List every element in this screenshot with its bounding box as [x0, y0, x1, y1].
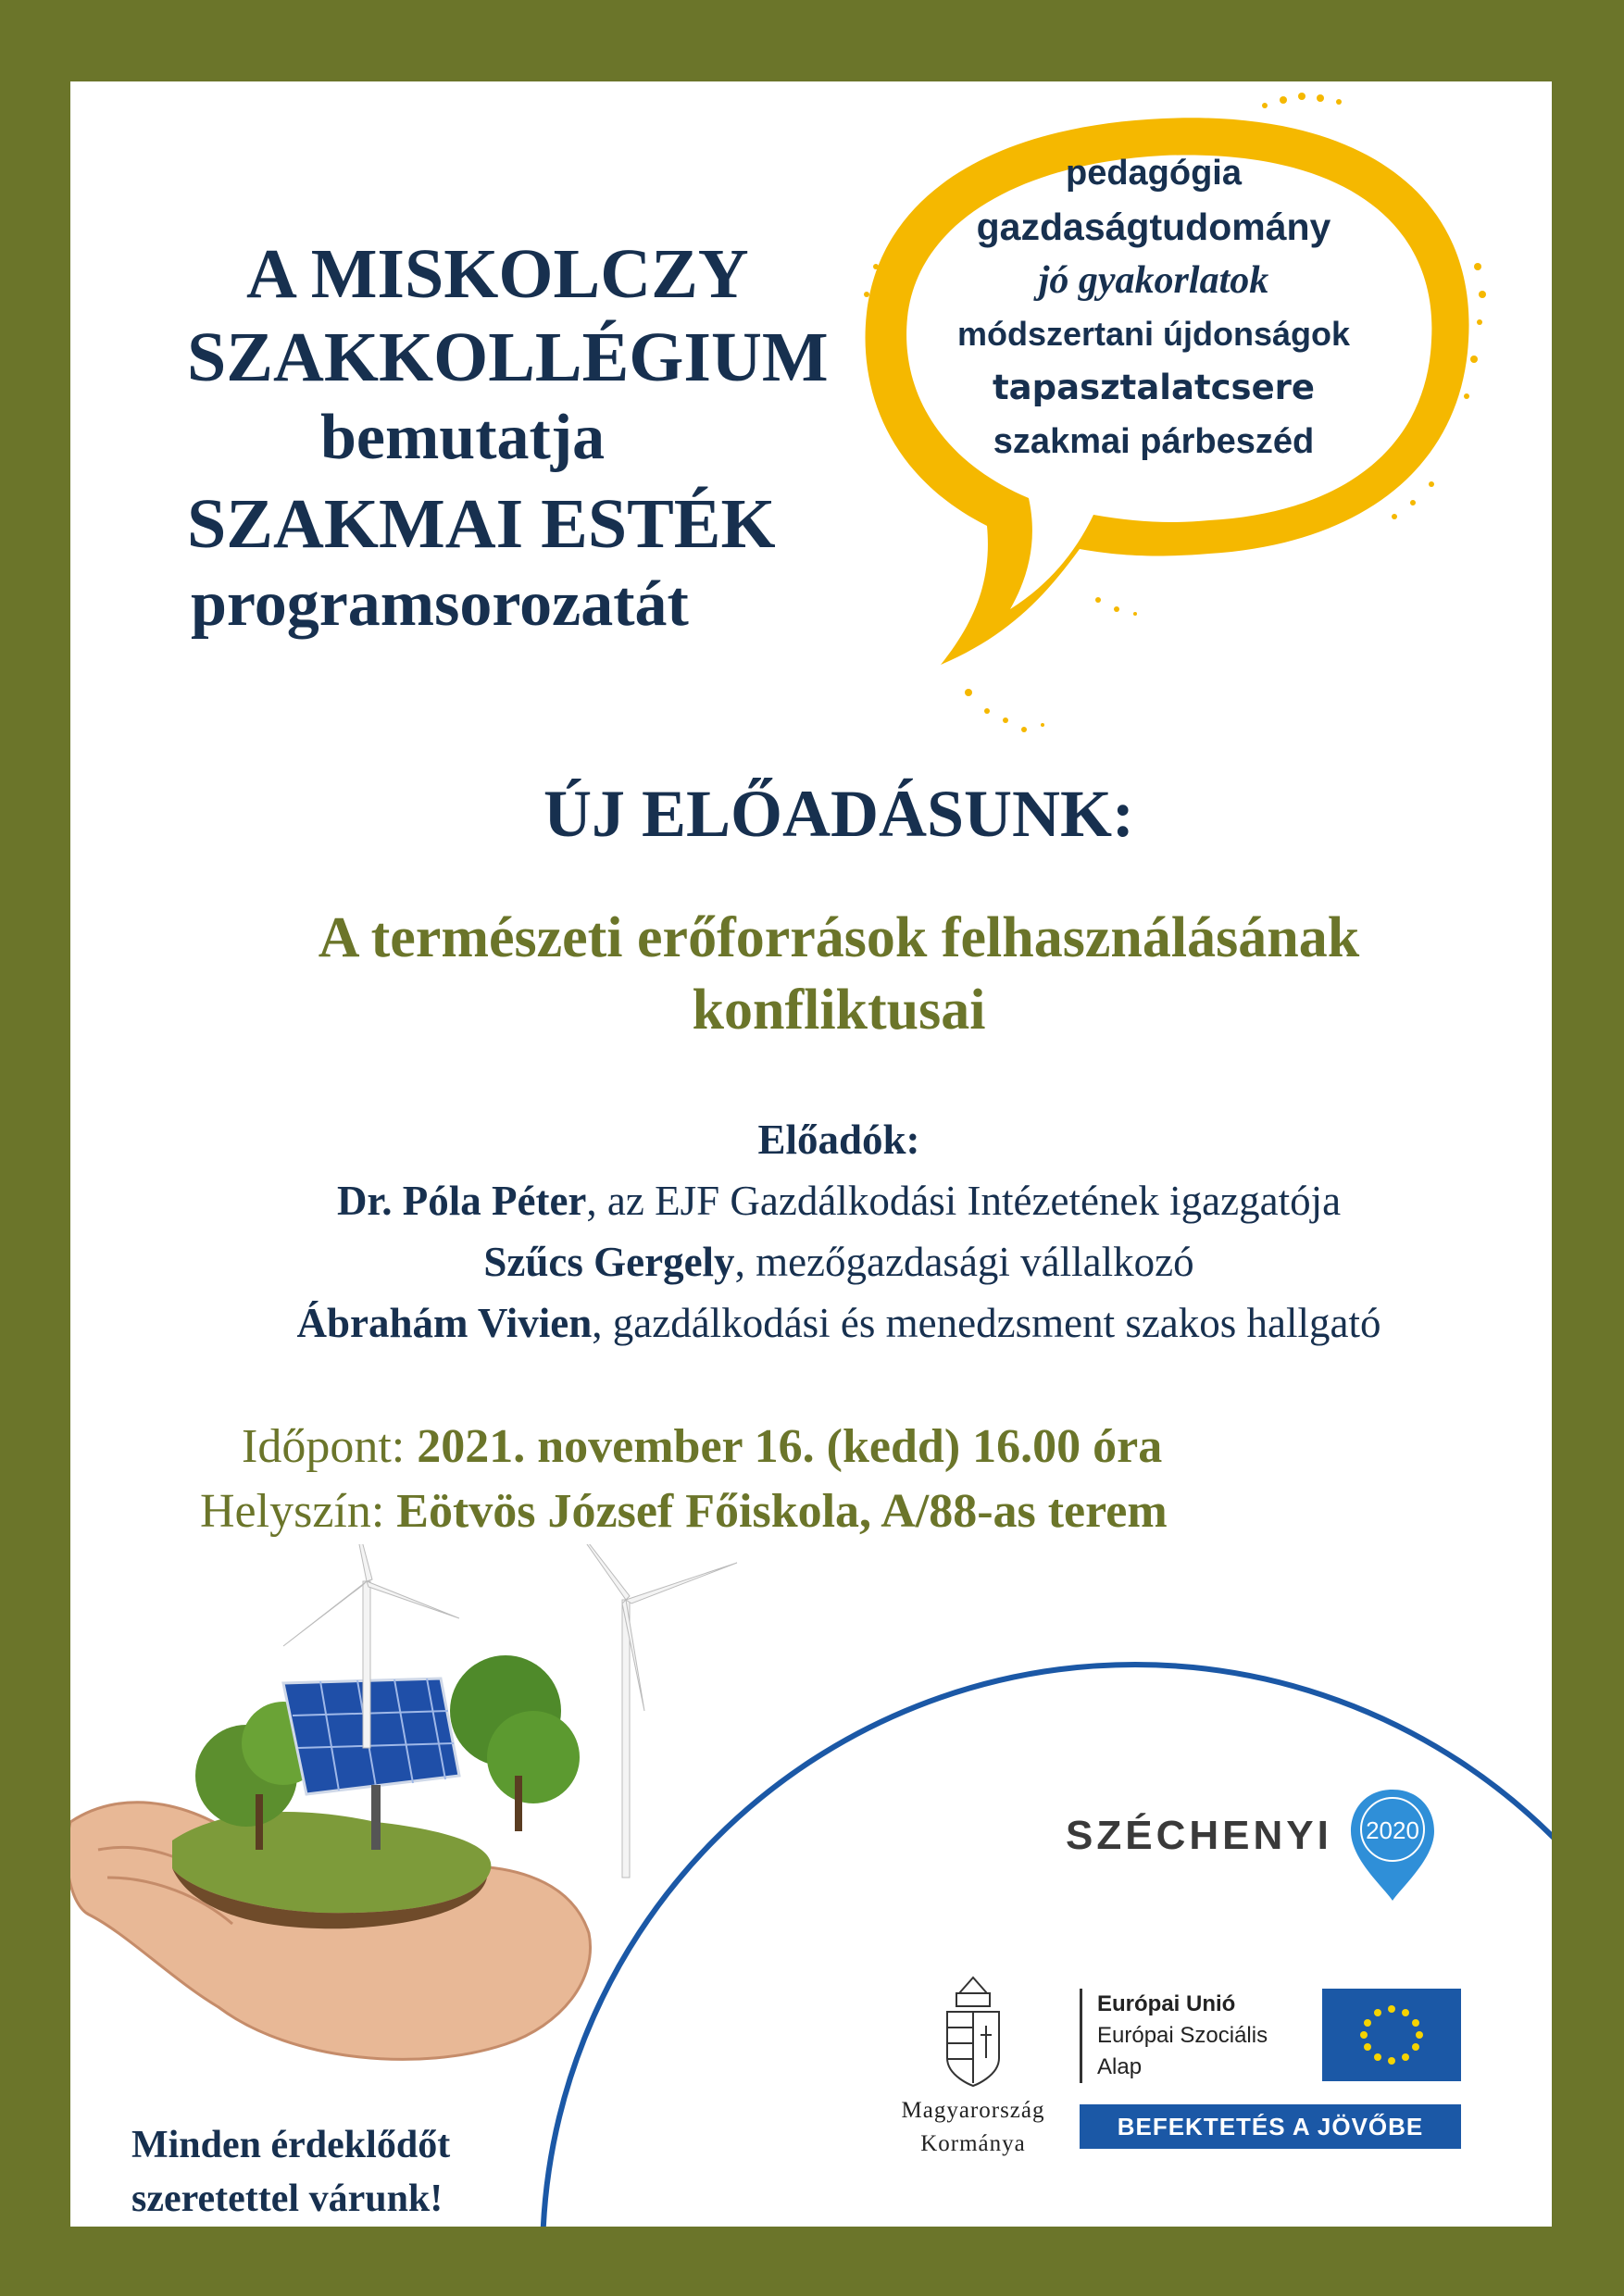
bubble-item: pedagógia [1065, 154, 1243, 193]
speaker-row [70, 1231, 1552, 1292]
eu-line-3: Alap [1097, 2054, 1143, 2079]
gov-name-line-1: Magyarország [901, 2098, 1045, 2123]
government-logo [867, 1970, 1080, 2157]
eu-text-block [1080, 1989, 1268, 2083]
bubble-item: jó gyakorlatok [1038, 259, 1269, 302]
speakers-block [70, 1109, 1552, 1354]
speaker-role: , gazdálkodási és menedzsment szakos hallgató [592, 1300, 1381, 1346]
speaker-row [70, 1292, 1552, 1354]
place-value: Eötvös József Főiskola, A/88-as terem [396, 1485, 1168, 1538]
speaker-role: , az EJF Gazdálkodási Intézetének igazgatója [586, 1178, 1342, 1224]
speaker-row [70, 1170, 1552, 1231]
hungarian-crest-icon [936, 1970, 1010, 2090]
bubble-item: gazdaságtudomány [976, 206, 1331, 248]
intro-line-4: SZAKMAI ESTÉK [187, 485, 776, 563]
time-value: 2021. november 16. (kedd) 16.00 óra [417, 1420, 1163, 1473]
event-details [200, 1415, 1445, 1544]
closing-message [131, 2118, 450, 2226]
speaker-role: , mezőgazdasági vállalkozó [734, 1239, 1194, 1285]
szechenyi-logo-text: SZÉCHENYI [1066, 1813, 1332, 1858]
bubble-item: módszertani újdonságok [956, 315, 1351, 353]
closing-line-2: szeretettel várunk! [131, 2177, 443, 2220]
speakers-heading: Előadók: [757, 1117, 920, 1163]
location-pin-icon [1346, 1785, 1439, 1905]
poster-sheet [70, 81, 1552, 2227]
eu-line-1: Európai Unió [1097, 1991, 1236, 2016]
szechenyi-year: 2020 [1366, 1816, 1419, 1844]
bubble-topics [904, 146, 1404, 468]
headline: ÚJ ELŐADÁSUNK: [543, 777, 1135, 851]
time-label: Időpont: [242, 1420, 418, 1473]
topic-line-1: A természeti erőforrások felhasználásának [318, 906, 1360, 969]
eu-flag-icon [1322, 1989, 1461, 2081]
eu-line-2: Európai Szociális [1097, 2023, 1268, 2048]
intro-line-2: SZAKKOLLÉGIUM [187, 318, 829, 396]
bubble-item: tapasztalatcsere [992, 368, 1316, 407]
bubble-item: szakmai párbeszéd [993, 422, 1315, 461]
speaker-name: Ábrahám Vivien [296, 1300, 593, 1346]
gov-name-line-2: Kormánya [920, 2131, 1026, 2156]
place-label: Helyszín: [200, 1485, 397, 1538]
intro-line-3: bemutatja [320, 402, 606, 473]
intro-line-1: A MISKOLCZY [246, 235, 749, 313]
topic-line-2: konfliktusai [692, 979, 986, 1042]
place-row [200, 1479, 1445, 1544]
time-row [242, 1415, 1445, 1479]
intro-line-5: programsorozatát [191, 568, 689, 640]
eu-banner: BEFEKTETÉS A JÖVŐBE [1080, 2104, 1461, 2149]
speaker-name: Szűcs Gergely [483, 1239, 735, 1285]
closing-line-1: Minden érdeklődőt [131, 2124, 451, 2166]
speaker-name: Dr. Póla Péter [336, 1178, 587, 1224]
